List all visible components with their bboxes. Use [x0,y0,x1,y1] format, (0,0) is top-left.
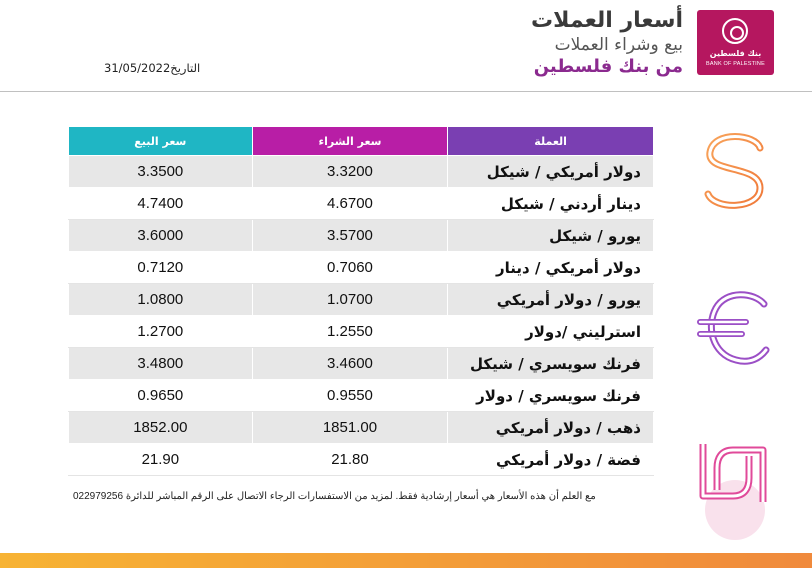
disclaimer-note [73,491,596,502]
dollar-icon [698,118,772,222]
table-row [69,188,654,220]
table-row [69,156,654,188]
logo-english-name: BANK OF PALESTINE [706,61,765,67]
phone-number: 022979256 [73,491,124,502]
currency-pair: فضة / دولار أمريكي [448,444,654,476]
date-value: 31/05/2022 [104,61,171,75]
sell-rate: 3.6000 [69,220,253,252]
currency-pair: دولار أمريكي / دينار [448,252,654,284]
buy-rate: 1.0700 [252,284,448,316]
table-row [69,252,654,284]
table-row [69,316,654,348]
page-title: أسعار العملات [531,8,683,33]
buy-rate: 21.80 [252,444,448,476]
buy-rate: 3.3200 [252,156,448,188]
currency-pair: فرنك سويسري / شيكل [448,348,654,380]
currency-pair: استرليني /دولار [448,316,654,348]
currency-pair: يورو / دولار أمريكي [448,284,654,316]
date [104,61,200,75]
table-row [69,284,654,316]
buy-rate: 3.4600 [252,348,448,380]
header-currency: العملة [448,127,654,156]
date-label: التاريخ [170,61,201,75]
table-row [69,380,654,412]
bottom-accent-bar [0,553,812,568]
sell-rate: 1852.00 [69,412,253,444]
buy-rate: 0.7060 [252,252,448,284]
sell-rate: 1.2700 [69,316,253,348]
sell-rate: 0.9650 [69,380,253,412]
buy-rate: 4.6700 [252,188,448,220]
shekel-icon [695,432,773,542]
header-buy: سعر الشراء [252,127,448,156]
currency-pair: دولار أمريكي / شيكل [448,156,654,188]
header-sell: سعر البيع [69,127,253,156]
currency-pair: فرنك سويسري / دولار [448,380,654,412]
rates-table [68,126,654,476]
bank-logo [697,10,774,75]
buy-rate: 0.9550 [252,380,448,412]
note-text: مع العلم أن هذه الأسعار هي أسعار إرشادية فقط. لمزيد من الاستفسارات الرجاء الاتصال على الرقم المباشر للدائرة [125,491,596,502]
currency-pair: ذهب / دولار أمريكي [448,412,654,444]
buy-rate: 3.5700 [252,220,448,252]
sell-rate: 3.3500 [69,156,253,188]
table-row [69,444,654,476]
currency-pair: يورو / شيكل [448,220,654,252]
sell-rate: 21.90 [69,444,253,476]
buy-rate: 1851.00 [252,412,448,444]
logo-arabic-name: بنك فلسطين [709,49,762,58]
sell-rate: 3.4800 [69,348,253,380]
table-row [69,412,654,444]
table-row [69,220,654,252]
sell-rate: 0.7120 [69,252,253,284]
bank-name: من بنك فلسطين [533,56,683,77]
table-row [69,348,654,380]
sell-rate: 4.7400 [69,188,253,220]
euro-icon [696,288,774,368]
bank-emblem-icon [722,18,748,44]
header-divider [0,91,812,92]
buy-rate: 1.2550 [252,316,448,348]
sell-rate: 1.0800 [69,284,253,316]
page-subtitle: بيع وشراء العملات [554,35,683,55]
currency-pair: دينار أردني / شيكل [448,188,654,220]
table-header-row [69,127,654,156]
